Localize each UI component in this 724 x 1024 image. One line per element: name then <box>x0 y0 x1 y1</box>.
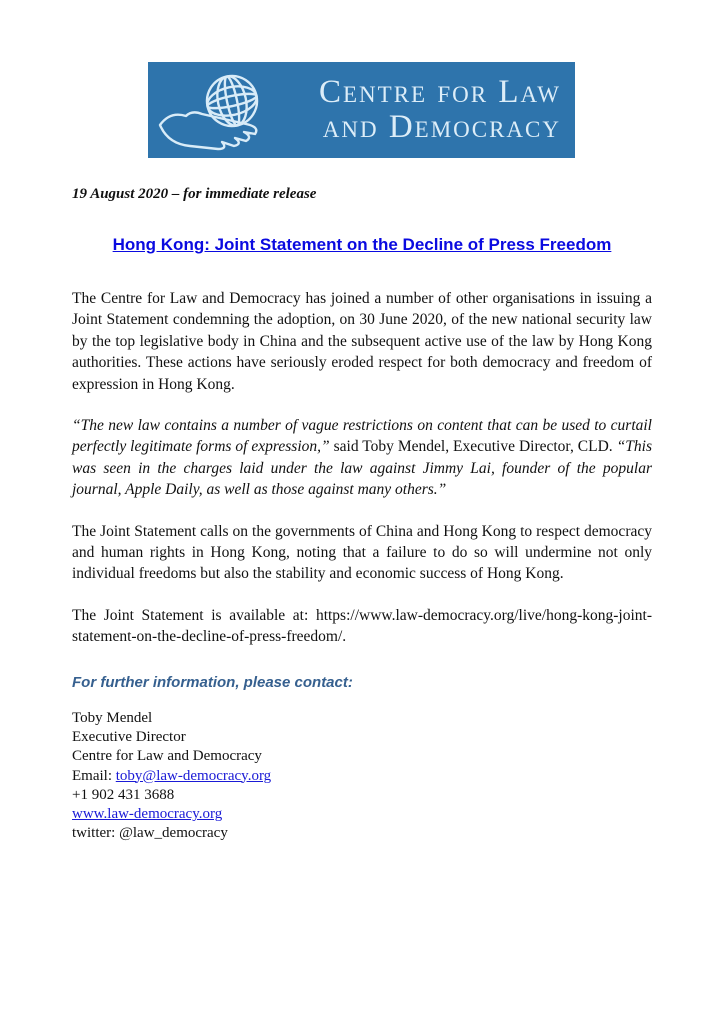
org-logo-name <box>284 75 561 144</box>
paragraph-quote <box>72 415 652 501</box>
org-logo-banner <box>148 62 575 158</box>
paragraph-call: The Joint Statement calls on the governments of China and Hong Kong to respect democracy and human rights in Hong Kong, noting that a failure to do so will undermine not only individual freedoms but also the stability and economic success of Hong Kong. <box>72 522 652 583</box>
contact-website-line <box>72 805 652 824</box>
paragraph-intro: The Centre for Law and Democracy has joined a number of other organisations in issuing a Joint Statement condemning the adoption, on 30 June 2020, of the new national security law by the top legislative body in China and the subsequent active use of the law by Hong Kong authorities. These actions have seriously eroded respect for both democracy and freedom of expression in Hong Kong. <box>72 290 652 393</box>
quote-attribution: said Toby Mendel, Executive Director, CLD. <box>329 438 617 456</box>
email-label: Email: <box>72 767 116 784</box>
contact-org: Centre for Law and Democracy <box>72 748 262 765</box>
email-link[interactable]: toby@law-democracy.org <box>115 767 272 784</box>
hand-holding-globe-icon <box>156 67 284 153</box>
document-body <box>72 186 652 844</box>
contact-heading: For further information, please contact: <box>72 673 353 691</box>
quote-text-2: “This was seen in the charges laid under the law against Jimmy Lai, founder of the popular journal, Apple Daily, as well as those against many others.” <box>72 438 652 499</box>
org-logo-name-line1: Centre for Law <box>319 74 561 111</box>
paragraph-statement-url: The Joint Statement is available at: https://www.law-democracy.org/live/hong-kong-joint-statement-on-the-decline-of-press-freedom/. <box>72 606 652 646</box>
org-logo-name-line2: and Democracy <box>322 109 561 145</box>
contact-email-line <box>72 767 652 786</box>
quote-text-1: “The new law contains a number of vague restrictions on content that can be used to curtail perfectly legitimate forms of expression,” <box>72 417 652 456</box>
website-link[interactable]: www.law-democracy.org <box>72 806 223 823</box>
release-date-line: 19 August 2020 – for immediate release <box>72 186 317 202</box>
contact-phone: +1 902 431 3688 <box>72 786 175 803</box>
contact-role: Executive Director <box>72 728 186 745</box>
document-title-link[interactable]: Hong Kong: Joint Statement on the Decline of Press Freedom <box>112 235 612 254</box>
contact-twitter: twitter: @law_democracy <box>72 825 228 842</box>
contact-name: Toby Mendel <box>72 709 153 726</box>
